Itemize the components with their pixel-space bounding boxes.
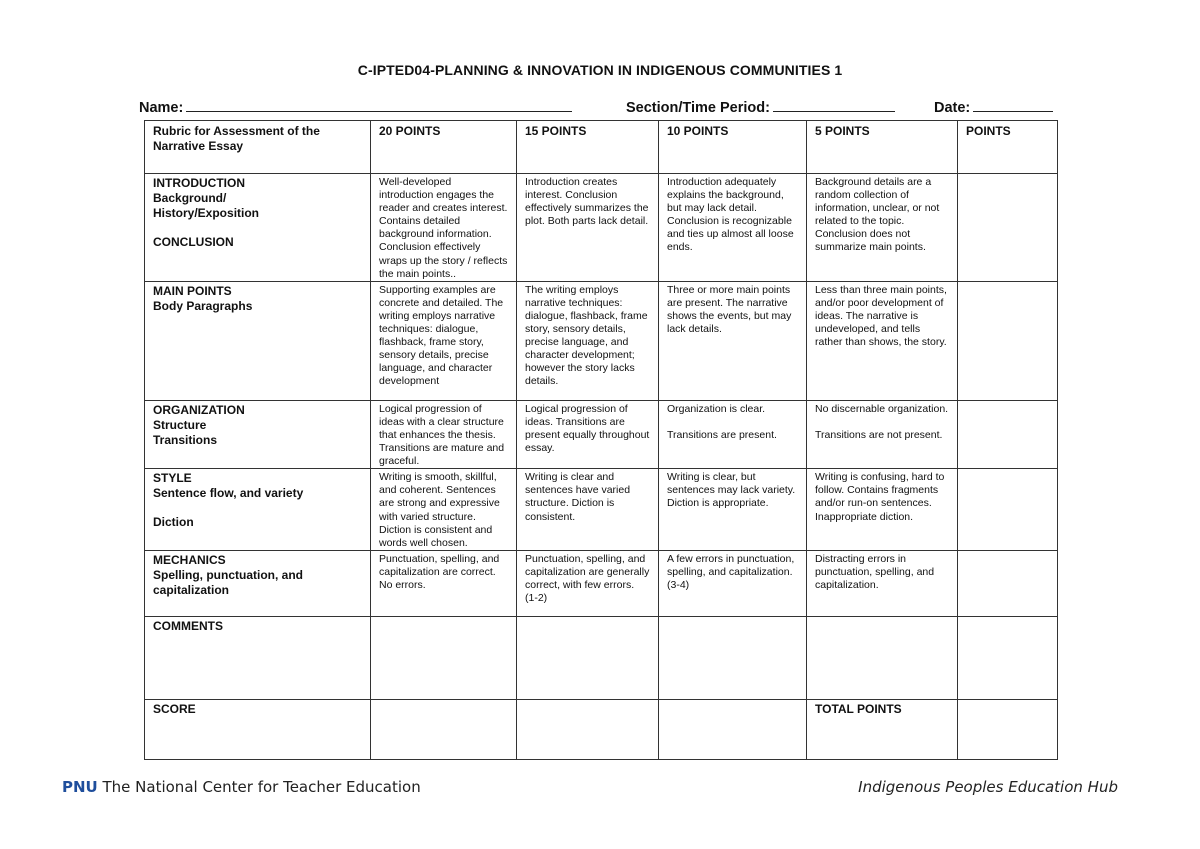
- mech-5-cell: Distracting errors in punctuation, spelling, and capitalization.: [807, 550, 958, 616]
- comments-cell-3[interactable]: [659, 616, 807, 699]
- table-row-mechanics: [145, 550, 1058, 616]
- header-20-points: 20 POINTS: [371, 121, 517, 174]
- intro-20-cell: Well-developed introduction engages the reader and creates interest. Contains detailed background information. Conclusion effectively wraps up the story / reflects the main points..: [371, 174, 517, 282]
- main-10-cell: Three or more main points are present. The narrative shows the events, but may lack details.: [659, 281, 807, 400]
- main-15-cell: The writing employs narrative techniques: dialogue, flashback, frame story, sensory details, precise language, and character development; however the story lacks details.: [517, 281, 659, 400]
- mech-10-cell: A few errors in punctuation, spelling, and capitalization. (3-4): [659, 550, 807, 616]
- org-5-cell: No discernable organization. Transitions are not present.: [807, 400, 958, 468]
- footer-org-name: The National Center for Teacher Education: [97, 778, 421, 796]
- table-row-organization: [145, 400, 1058, 468]
- score-cell-3[interactable]: [659, 699, 807, 759]
- date-label: Date:: [934, 100, 971, 116]
- footer-hub: Indigenous Peoples Education Hub: [858, 778, 1118, 796]
- total-points-cell[interactable]: [958, 699, 1058, 759]
- comments-cell-1[interactable]: [371, 616, 517, 699]
- score-cell-1[interactable]: [371, 699, 517, 759]
- style-15-cell: Writing is clear and sentences have varied structure. Diction is consistent.: [517, 469, 659, 551]
- table-row-style: [145, 469, 1058, 551]
- section-label: Section/Time Period:: [626, 100, 770, 116]
- criterion-style: STYLE Sentence flow, and variety Diction: [145, 469, 371, 551]
- date-field[interactable]: [934, 97, 1053, 116]
- org-15-cell: Logical progression of ideas. Transitions are present equally throughout essay.: [517, 400, 659, 468]
- score-cell-2[interactable]: [517, 699, 659, 759]
- mech-20-cell: Punctuation, spelling, and capitalization are correct. No errors.: [371, 550, 517, 616]
- comments-cell-4[interactable]: [807, 616, 958, 699]
- name-blank[interactable]: [186, 97, 572, 112]
- main-5-cell: Less than three main points, and/or poor development of ideas. The narrative is undeveloped, and tells rather than shows, the story.: [807, 281, 958, 400]
- intro-15-cell: Introduction creates interest. Conclusion effectively summarizes the plot. Both parts lack detail.: [517, 174, 659, 282]
- org-20-cell: Logical progression of ideas with a clear structure that enhances the thesis. Transitions are mature and graceful.: [371, 400, 517, 468]
- header-5-points: 5 POINTS: [807, 121, 958, 174]
- footer-organization: [62, 778, 421, 796]
- table-row-comments: [145, 616, 1058, 699]
- mech-points-cell[interactable]: [958, 550, 1058, 616]
- main-20-cell: Supporting examples are concrete and detailed. The writing employs narrative techniques: dialogue, flashback, frame story, sensory details, precise language, and character development: [371, 281, 517, 400]
- header-10-points: 10 POINTS: [659, 121, 807, 174]
- criterion-main-points: MAIN POINTS Body Paragraphs: [145, 281, 371, 400]
- org-10-cell: Organization is clear. Transitions are present.: [659, 400, 807, 468]
- main-points-cell[interactable]: [958, 281, 1058, 400]
- intro-10-cell: Introduction adequately explains the background, but may lack detail. Conclusion is recognizable and ties up almost all loose ends.: [659, 174, 807, 282]
- comments-cell-5[interactable]: [958, 616, 1058, 699]
- comments-cell-2[interactable]: [517, 616, 659, 699]
- style-20-cell: Writing is smooth, skillful, and coherent. Sentences are strong and expressive with varied structure. Diction is consistent and words well chosen.: [371, 469, 517, 551]
- table-header-row: [145, 121, 1058, 174]
- header-criteria: Rubric for Assessment of the Narrative Essay: [145, 121, 371, 174]
- section-blank[interactable]: [773, 97, 895, 112]
- name-field[interactable]: [139, 97, 572, 116]
- org-points-cell[interactable]: [958, 400, 1058, 468]
- document-title: C-IPTED04-PLANNING & INNOVATION IN INDIGENOUS COMMUNITIES 1: [357, 62, 843, 78]
- intro-points-cell[interactable]: [958, 174, 1058, 282]
- header-15-points: 15 POINTS: [517, 121, 659, 174]
- mech-15-cell: Punctuation, spelling, and capitalization are generally correct, with few errors. (1-2): [517, 550, 659, 616]
- total-points-label: TOTAL POINTS: [807, 699, 958, 759]
- table-row-main-points: [145, 281, 1058, 400]
- style-10-cell: Writing is clear, but sentences may lack variety. Diction is appropriate.: [659, 469, 807, 551]
- rubric-table: [144, 120, 1058, 760]
- criterion-organization: ORGANIZATION Structure Transitions: [145, 400, 371, 468]
- comments-label: COMMENTS: [145, 616, 371, 699]
- date-blank[interactable]: [973, 97, 1053, 112]
- style-5-cell: Writing is confusing, hard to follow. Contains fragments and/or run-on sentences. Inappropriate diction.: [807, 469, 958, 551]
- style-points-cell[interactable]: [958, 469, 1058, 551]
- criterion-mechanics: MECHANICS Spelling, punctuation, and capitalization: [145, 550, 371, 616]
- intro-5-cell: Background details are a random collection of information, unclear, or not related to the topic. Conclusion does not summarize main points.: [807, 174, 958, 282]
- name-label: Name:: [139, 100, 184, 116]
- header-points: POINTS: [958, 121, 1058, 174]
- criterion-introduction: INTRODUCTION Background/ History/Exposition CONCLUSION: [145, 174, 371, 282]
- section-field[interactable]: [626, 97, 895, 116]
- pnu-brand: PNU: [62, 778, 98, 796]
- student-info-line: [139, 97, 1057, 117]
- table-row-score: [145, 699, 1058, 759]
- table-row-introduction: [145, 174, 1058, 282]
- score-label: SCORE: [145, 699, 371, 759]
